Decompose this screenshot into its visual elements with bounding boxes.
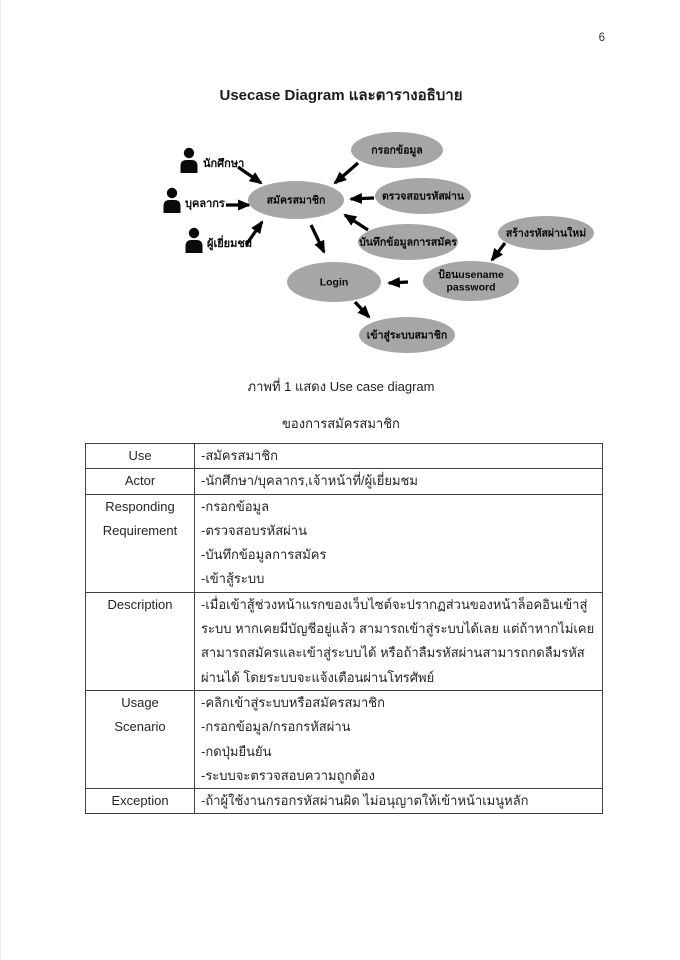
usecase-label: สร้างรหัสผ่านใหม่	[505, 227, 587, 240]
usecase-login	[287, 262, 381, 302]
table-row	[86, 469, 603, 494]
usecase-save-register-data	[358, 224, 458, 260]
usecase-register	[248, 181, 344, 219]
actor-label: ผู้เยี่ยมชม	[207, 238, 253, 250]
table-row	[86, 592, 603, 690]
usecase-enter-username-password	[423, 261, 519, 301]
row-content-line: -กรอกข้อมูล/กรอกรหัสผ่าน	[201, 719, 351, 735]
row-content-line: -สมัครสมาชิก	[201, 448, 279, 463]
row-label-line: Exception	[111, 793, 169, 809]
row-content-line: -ตรวจสอบรหัสผ่าน	[201, 522, 307, 538]
figure-caption: ภาพที่ 1 แสดง Use case diagram	[247, 379, 435, 394]
table-row	[86, 690, 603, 788]
row-label-cell	[86, 690, 195, 788]
usecase-label: สมัครสมาชิก	[266, 194, 326, 207]
usecase-enter-member-system	[359, 317, 455, 353]
usecase-label: Login	[319, 276, 349, 289]
page-number: 6	[598, 32, 605, 44]
row-label-line: Actor	[124, 473, 156, 489]
row-label-cell	[86, 494, 195, 592]
actor-student	[181, 148, 245, 173]
usecase-description-table	[85, 443, 603, 814]
actor-visitor	[186, 228, 253, 253]
table-row	[86, 789, 603, 814]
row-label-cell	[86, 789, 195, 814]
description-table-body	[86, 444, 603, 814]
usecase-verify-password	[375, 178, 471, 214]
row-content-line: -ระบบจะตรวจสอบความถูกต้อง	[201, 767, 375, 783]
row-content-line: -นักศึกษา/บุคลากร,เจ้าหน้าที่/ผู้เยี่ยมชม	[201, 473, 418, 489]
usecase-label: เข้าสู่ระบบสมาชิก	[366, 329, 448, 342]
usecase-label: กรอกข้อมูล	[371, 144, 423, 157]
row-label-cell	[86, 444, 195, 469]
row-content-cell	[195, 469, 603, 494]
usecase-fill-info	[351, 132, 443, 168]
actor-label: นักศึกษา	[203, 158, 245, 170]
row-label-line: Scenario	[114, 719, 166, 735]
usecase-label: ตรวจสอบรหัสผ่าน	[381, 190, 465, 203]
usecase-label: password	[446, 281, 496, 294]
row-content-cell	[195, 444, 603, 469]
row-content-cell	[195, 592, 603, 690]
row-label-cell	[86, 469, 195, 494]
arrow-visitor-to-register	[246, 222, 262, 245]
row-label-cell	[86, 592, 195, 690]
row-content-line: -คลิกเข้าสู่ระบบหรือสมัครสมาชิก	[201, 694, 385, 710]
figure-caption-line2: ของการสมัครสมาชิก	[282, 416, 400, 431]
arrow-login-to-membersystem	[355, 302, 369, 317]
usecase-label: ป้อนusename	[438, 269, 504, 281]
person-icon	[186, 228, 203, 253]
usecase-diagram	[141, 128, 611, 376]
row-label-line: Responding	[105, 498, 175, 514]
table-row	[86, 494, 603, 592]
row-label-line: Use	[128, 448, 152, 463]
row-label-line: Requirement	[102, 522, 178, 538]
person-icon	[181, 148, 198, 173]
arrow-verify-to-register	[351, 198, 374, 199]
usecase-label: บันทึกข้อมูลการสมัคร	[359, 236, 457, 249]
person-icon	[164, 188, 181, 213]
row-content-cell	[195, 789, 603, 814]
page-title: Usecase Diagram และตารางอธิบาย	[219, 87, 463, 104]
arrow-fillinfo-to-register	[335, 163, 358, 183]
usecase-create-new-password	[498, 216, 594, 250]
row-content-line: -เมื่อเข้าสู้ช่วงหน้าแรกของเว็บไซต์จะปรากฏส่วนของหน้าล็อคอินเข้าสู่ระบบ หากเคยมีบัญชีอยู่แล้ว สามารถเข้าสู่ระบบได้เลย แต่ถ้าหากไม่เคยสามารถสมัครและเข้าสู่ระบบได้ หรือถ้าลืมรหัสผ่านสามารถกดลืมรหัสผ่านได้ โดยระบบจะแจ้งเตือนผ่านโทรศัพย์	[201, 596, 595, 685]
row-label-line: Usage	[121, 694, 159, 710]
arrow-save-to-register	[345, 215, 368, 230]
arrow-newpassword-to-enterusername	[492, 243, 505, 260]
arrow-student-to-register	[238, 167, 261, 183]
actor-staff	[164, 188, 225, 213]
table-row	[86, 444, 603, 469]
row-content-line: -เข้าสู้ระบบ	[201, 571, 265, 587]
actor-label: บุคลากร	[185, 198, 225, 210]
arrow-enterusername-to-login	[389, 282, 408, 283]
document-page	[1, 0, 680, 960]
row-content-line: -บันทึกข้อมูลการสมัคร	[201, 547, 327, 563]
row-content-line: -ถ้าผู้ใช้งานกรอกรหัสผ่านผิด ไม่อนุญาตให้เข้าหน้าเมนูหลัก	[201, 793, 529, 809]
arrow-register-to-login	[311, 225, 324, 252]
row-content-cell	[195, 690, 603, 788]
row-label-line: Description	[107, 596, 173, 612]
row-content-line: -กดปุ่มยืนยัน	[201, 743, 272, 759]
row-content-cell	[195, 494, 603, 592]
row-content-line: -กรอกข้อมูล	[201, 498, 270, 514]
